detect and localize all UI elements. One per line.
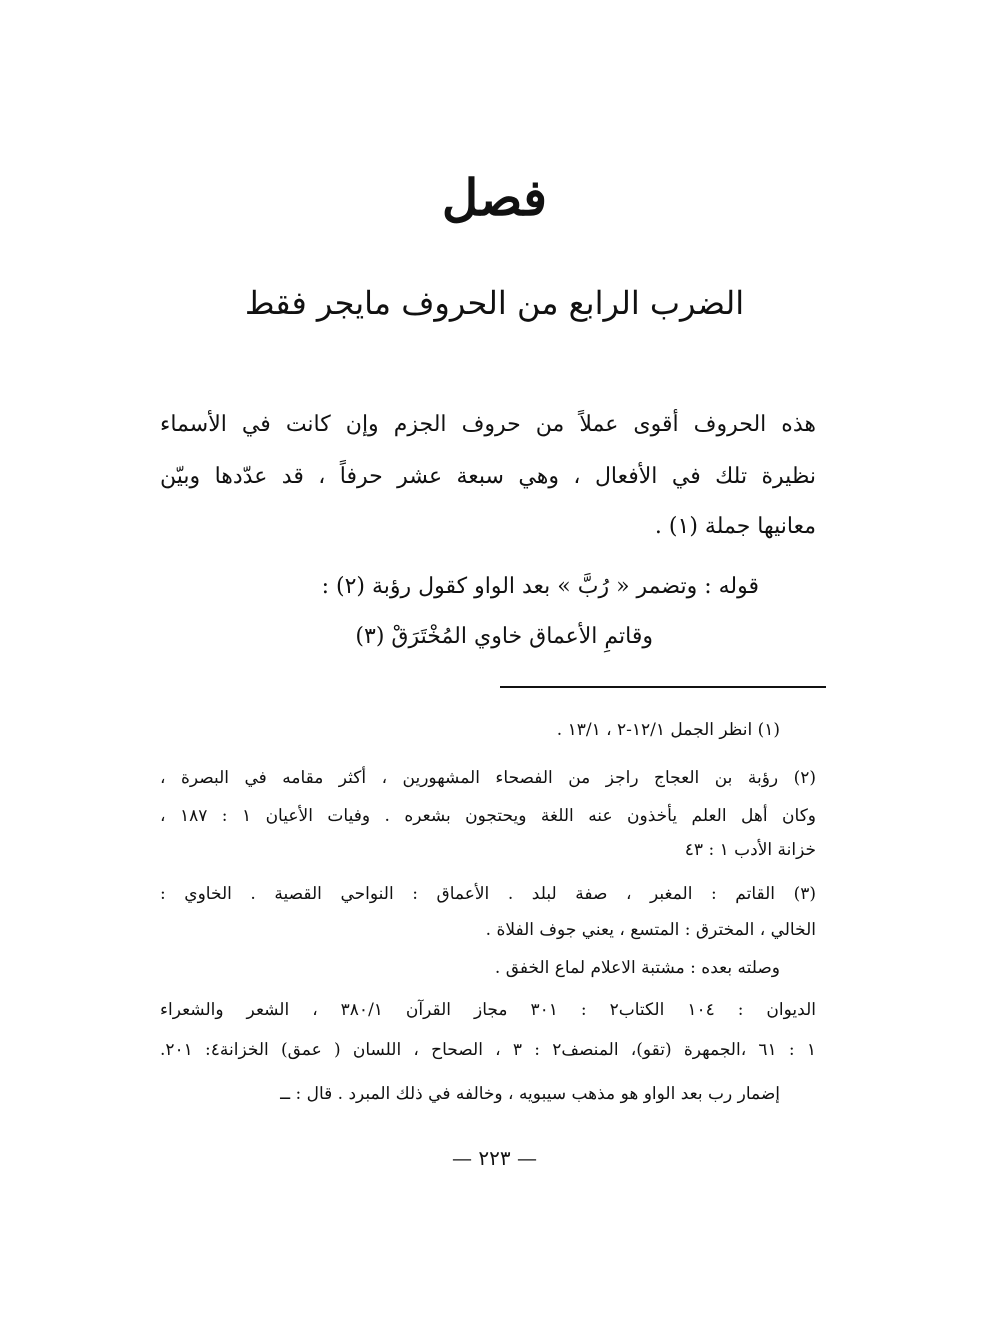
section-subtitle: الضرب الرابع من الحروف مايجر فقط — [244, 284, 745, 322]
footnote-2-line-2: وكان أهل العلم يأخذون عنه اللغة ويحتجون بشعره . وفيات الأعيان ١ : ١٨٧ ، — [160, 806, 816, 826]
footnote-separator — [500, 686, 826, 688]
footnote-2-line-1: (٢) رؤبة بن العجاج راجز من الفصحاء المشهورين ، أكثر مقامه في البصرة ، — [160, 768, 816, 788]
page-number: — ٢٢٣ — — [452, 1146, 537, 1170]
section-title: فصل — [441, 168, 548, 227]
footnote-3-line-4: الديوان : ١٠٤ الكتاب٢ : ٣٠١ مجاز القرآن ٣٨٠/١ ، الشعر والشعراء — [160, 1000, 816, 1020]
body-line-2: نظيرة تلك في الأفعال ، وهي سبعة عشر حرفاً ، قد عدّدها وبيّن — [160, 464, 816, 489]
quote-line: قوله : وتضمر « رُبَّ » بعد الواو كقول رؤبة (٢) : — [321, 574, 759, 599]
footnote-3-line-1: (٣) القاتم : المغبر ، صفة لبلد . الأعماق : النواحي القصية . الخاوي : — [160, 884, 816, 904]
footnote-3-line-5: ١ : ٦١ ،الجمهرة (تقو)، المنصف٢ : ٣ ، الصحاح ، اللسان ( عمق) الخزانة٤: ٢٠١. — [160, 1040, 817, 1060]
footnote-1: (١) انظر الجمل ١٢/١-٢ ، ١٣/١ . — [556, 720, 780, 740]
footnote-3-line-6: إضمار رب بعد الواو هو مذهب سيبويه ، وخالفه في ذلك المبرد . قال : ــ — [280, 1084, 780, 1104]
body-line-3: معانيها جملة (١) . — [654, 514, 816, 539]
verse-line: وقاتمِ الأعماق خاوي المُخْتَرَقْ (٣) — [355, 624, 653, 649]
footnote-3-line-3: وصلته بعده : مشتبة الاعلام لماع الخفق . — [494, 958, 780, 978]
footnote-2-line-3: خزانة الأدب ١ : ٤٣ — [684, 840, 816, 860]
footnote-3-line-2: الخالي ، المخترق : المتسع ، يعني جوف الفلاة . — [485, 920, 816, 940]
body-line-1: هذه الحروف أقوى عملاً من حروف الجزم وإن كانت في الأسماء — [160, 412, 816, 437]
